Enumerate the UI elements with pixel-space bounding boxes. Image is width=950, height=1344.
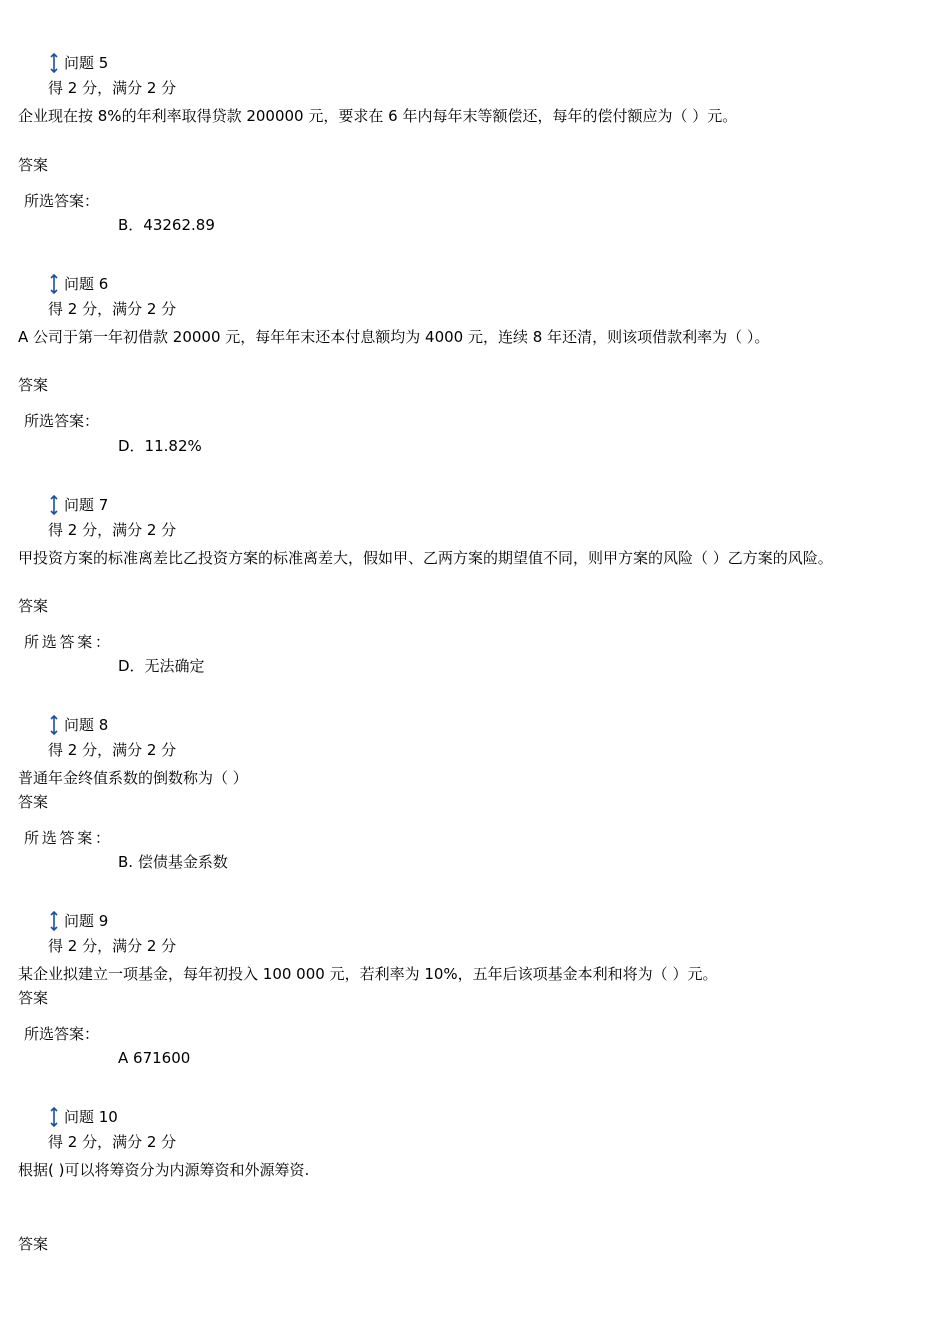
sort-arrow-icon[interactable] <box>50 911 58 931</box>
selected-answer-value: D．11.82% <box>118 437 202 455</box>
question-score: 得 2 分，满分 2 分 <box>48 300 177 318</box>
question-text: 某企业拟建立一项基金，每年初投入 100 000 元，若利率为 10%，五年后该项基金本利和将为（ ）元。 <box>18 965 718 983</box>
selected-answer-value: B．43262.89 <box>118 216 215 234</box>
question-header[interactable] <box>50 714 108 736</box>
selected-answer-label: 所选答案： <box>24 192 100 210</box>
answer-heading: 答案 <box>18 376 49 394</box>
answer-heading: 答案 <box>18 1235 49 1253</box>
question-title: 问题 7 <box>64 496 109 514</box>
question-text: 普通年金终值系数的倒数称为（ ） <box>18 769 248 787</box>
sort-arrow-icon[interactable] <box>50 53 58 73</box>
question-title: 问题 8 <box>64 716 109 734</box>
question-title: 问题 9 <box>64 912 109 930</box>
question-title: 问题 10 <box>64 1108 118 1126</box>
question-score: 得 2 分，满分 2 分 <box>48 937 177 955</box>
question-score: 得 2 分，满分 2 分 <box>48 79 177 97</box>
question-title: 问题 6 <box>64 275 109 293</box>
selected-answer-value: D．无法确定 <box>118 657 205 675</box>
question-header[interactable] <box>50 1106 118 1128</box>
question-header[interactable] <box>50 494 108 516</box>
selected-answer-value: A 671600 <box>118 1049 191 1067</box>
answer-heading: 答案 <box>18 156 49 174</box>
selected-answer-label: 所选答案： <box>24 1025 100 1043</box>
selected-answer-label: 所选答案： <box>24 829 110 847</box>
question-score: 得 2 分，满分 2 分 <box>48 521 177 539</box>
sort-arrow-icon[interactable] <box>50 1107 58 1127</box>
question-title: 问题 5 <box>64 54 109 72</box>
selected-answer-label: 所选答案： <box>24 412 100 430</box>
question-text: 根据( )可以将筹资分为内源筹资和外源筹资. <box>18 1161 310 1179</box>
question-text: 甲投资方案的标准离差比乙投资方案的标准离差大，假如甲、乙两方案的期望值不同，则甲方案的风险（ ）乙方案的风险。 <box>18 549 833 567</box>
question-text: A 公司于第一年初借款 20000 元，每年年末还本付息额均为 4000 元，连续 8 年还清，则该项借款利率为（ ）。 <box>18 328 770 346</box>
sort-arrow-icon[interactable] <box>50 274 58 294</box>
sort-arrow-icon[interactable] <box>50 715 58 735</box>
question-text: 企业现在按 8%的年利率取得贷款 200000 元，要求在 6 年内每年末等额偿还，每年的偿付额应为（ ）元。 <box>18 107 738 125</box>
question-header[interactable] <box>50 910 108 932</box>
question-header[interactable] <box>50 52 108 74</box>
answer-heading: 答案 <box>18 989 49 1007</box>
selected-answer-label: 所选答案： <box>24 633 110 651</box>
question-header[interactable] <box>50 273 108 295</box>
answer-heading: 答案 <box>18 597 49 615</box>
question-score: 得 2 分，满分 2 分 <box>48 741 177 759</box>
question-score: 得 2 分，满分 2 分 <box>48 1133 177 1151</box>
answer-heading: 答案 <box>18 793 49 811</box>
selected-answer-value: B. 偿债基金系数 <box>118 853 228 871</box>
sort-arrow-icon[interactable] <box>50 495 58 515</box>
